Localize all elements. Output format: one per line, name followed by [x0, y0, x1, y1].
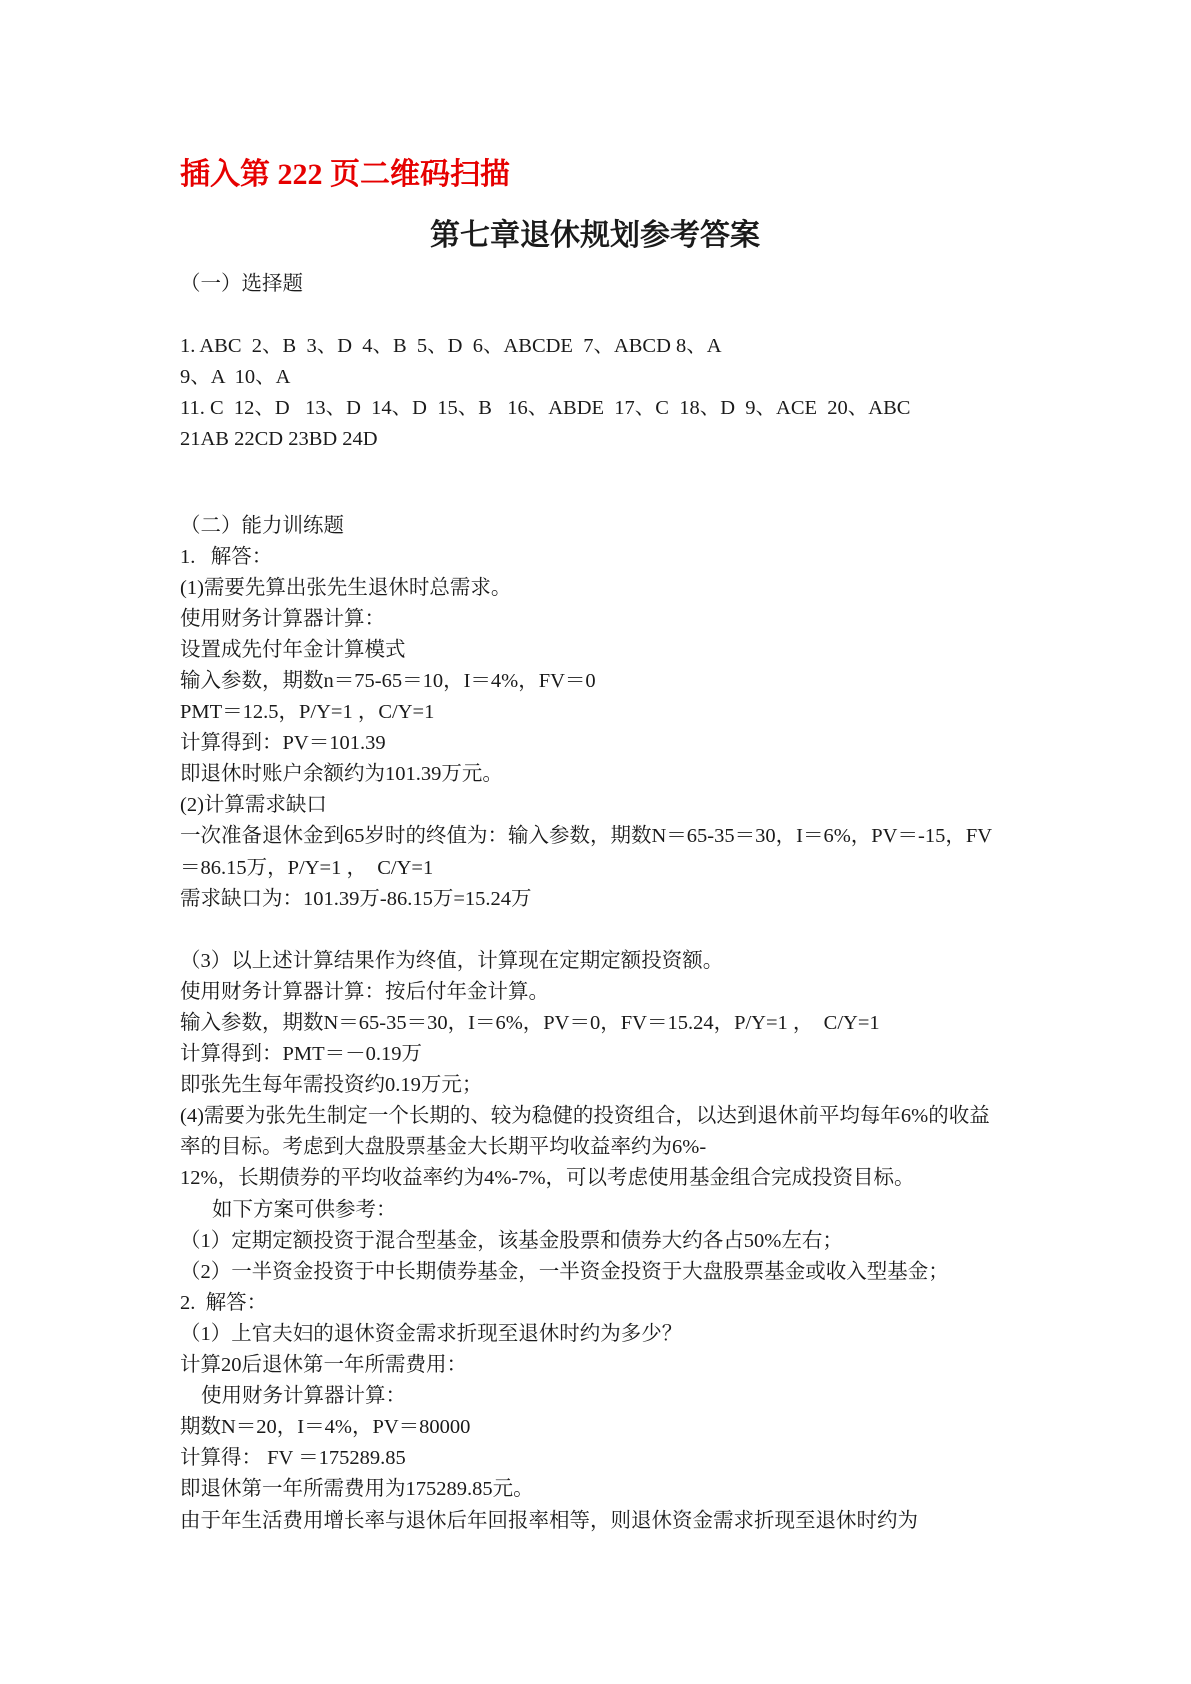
text-line: 设置成先付年金计算模式	[180, 638, 406, 661]
text-line: 即退休时账户余额约为101.39万元。	[180, 763, 503, 786]
blank-line	[180, 915, 1080, 946]
text-line: 使用财务计算器计算：	[180, 607, 385, 630]
answer-row: 11. C 12、D 13、D 14、D 15、B 16、ABDE 17、C 18、D 9、ACE 20、ABC	[180, 396, 911, 419]
answer-row: 9、A 10、A	[180, 365, 291, 388]
text-line: 即张先生每年需投资约0.19万元；	[180, 1074, 483, 1097]
text-line: （1）定期定额投资于混合型基金，该基金股票和债券大约各占50%左右；	[180, 1229, 843, 1252]
answer-row: 21AB 22CD 23BD 24D	[180, 427, 378, 450]
text-line: (1)需要先算出张先生退休时总需求。	[180, 576, 512, 599]
text-line: （3）以上述计算结果作为终值，计算现在定期定额投资额。	[180, 949, 724, 972]
text-line: （1）上官夫妇的退休资金需求折现至退休时约为多少？	[180, 1322, 683, 1345]
text-line: 计算得： FV ＝175289.85	[180, 1447, 406, 1470]
text-line: 需求缺口为：101.39万-86.15万=15.24万	[180, 887, 532, 910]
section-heading-choice: （一）选择题	[180, 272, 303, 295]
section-heading-practice: （二）能力训练题	[180, 514, 344, 537]
text-line: 由于年生活费用增长率与退休后年回报率相等，则退休资金需求折现至退休时约为	[180, 1509, 918, 1532]
text-line: 期数N＝20，I＝4%，PV＝80000	[180, 1416, 471, 1439]
question-number: 2. 解答：	[180, 1291, 268, 1314]
text-line: (2)计算需求缺口	[180, 794, 327, 817]
text-line: PMT＝12.5，P/Y=1 ，C/Y=1	[180, 701, 435, 724]
text-line: 即退休第一年所需费用为175289.85元。	[180, 1478, 534, 1501]
text-line: 一次准备退休金到65岁时的终值为：输入参数，期数N＝65-35＝30，I＝6%，PV＝-15，FV	[180, 825, 993, 848]
text-line: 计算得到：PMT＝－0.19万	[180, 1043, 423, 1066]
choice-question-section	[180, 269, 1080, 456]
text-line: 计算20后退休第一年所需费用：	[180, 1354, 467, 1377]
text-line: 输入参数，期数n＝75-65＝10，I＝4%，FV＝0	[180, 669, 596, 692]
practice-section	[180, 511, 1080, 1537]
text-line: (4)需要为张先生制定一个长期的、较为稳健的投资组合，以达到退休前平均每年6%的收益	[180, 1105, 990, 1128]
text-line: 12%，长期债券的平均收益率约为4%-7%，可以考虑使用基金组合完成投资目标。	[180, 1167, 915, 1190]
text-line: 率的目标。考虑到大盘股票基金大长期平均收益率约为6%-	[180, 1136, 707, 1159]
text-line: 使用财务计算器计算：	[201, 1385, 406, 1408]
answer-row: 1. ABC 2、B 3、D 4、B 5、D 6、ABCDE 7、ABCD 8、A	[180, 334, 722, 357]
question-number: 1. 解答：	[180, 545, 273, 568]
text-line: 使用财务计算器计算：按后付年金计算。	[180, 980, 549, 1003]
chapter-title: 第七章退休规划参考答案	[430, 219, 760, 252]
text-line: （2）一半资金投资于中长期债券基金，一半资金投资于大盘股票基金或收入型基金；	[180, 1260, 949, 1283]
blank-line	[180, 300, 1080, 331]
qr-insert-note: 插入第 222 页二维码扫描	[180, 158, 510, 191]
text-line: ＝86.15万，P/Y=1 ， C/Y=1	[180, 856, 434, 879]
text-line: 计算得到：PV＝101.39	[180, 732, 386, 755]
text-line: 如下方案可供参考：	[212, 1198, 397, 1221]
text-line: 输入参数，期数N＝65-35＝30，I＝6%，PV＝0，FV＝15.24，P/Y=1 ， C/Y=1	[180, 1012, 880, 1034]
